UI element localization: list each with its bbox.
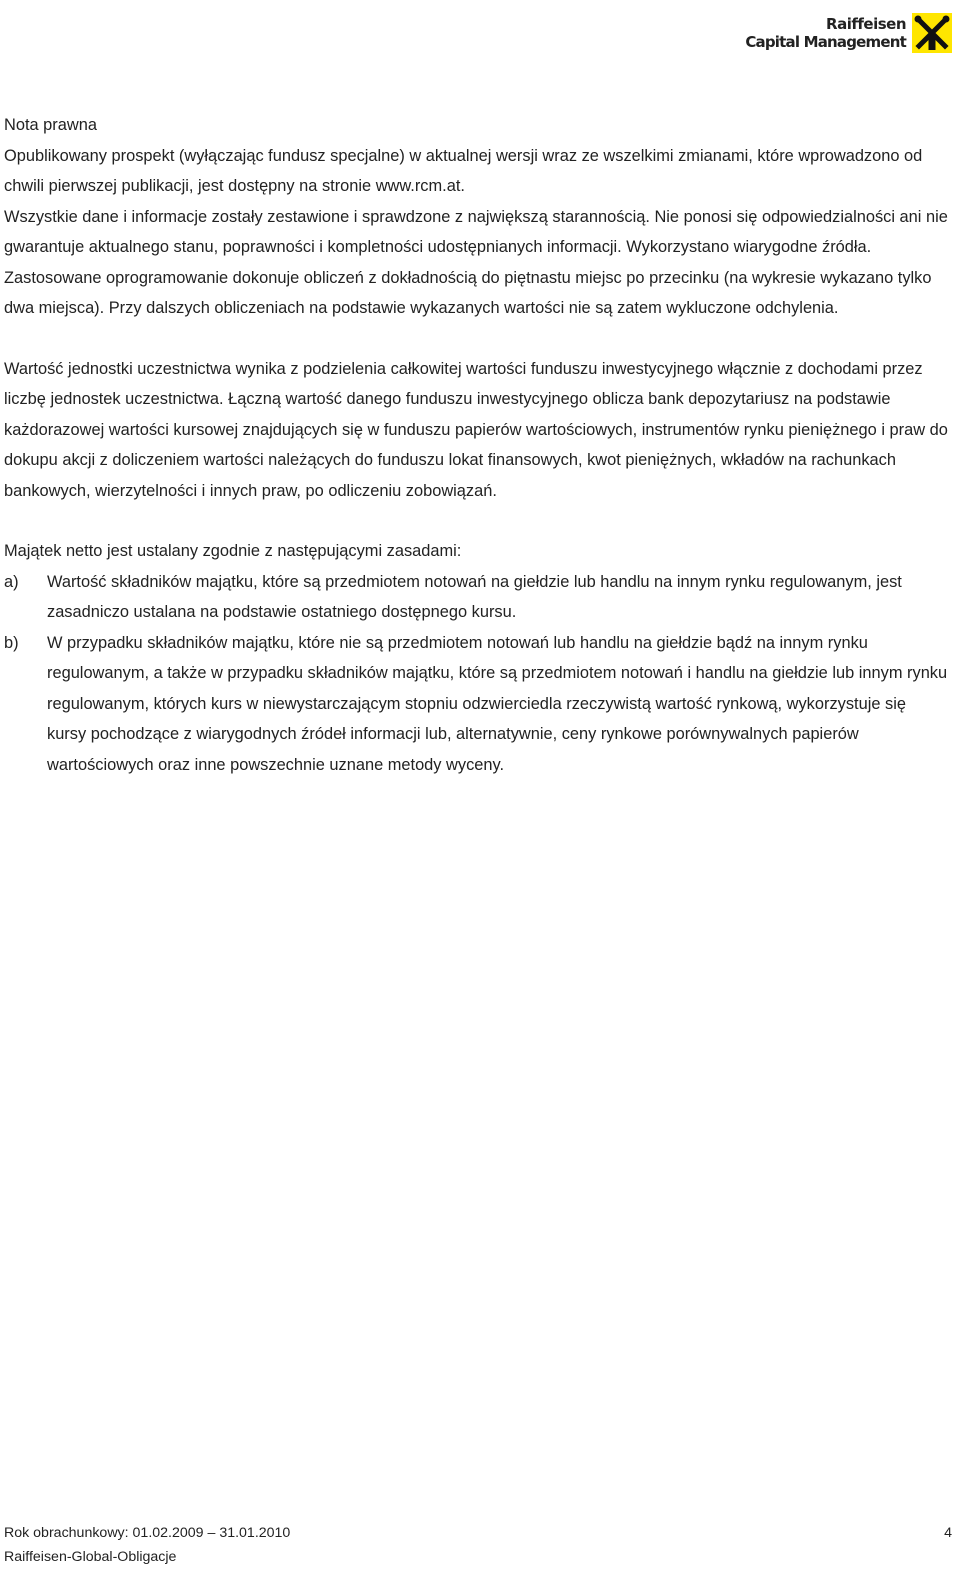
list-item bbox=[4, 567, 949, 628]
page-footer bbox=[4, 1521, 952, 1569]
paragraph-net-assets-intro: Majątek netto jest ustalany zgodnie z następującymi zasadami: bbox=[4, 542, 462, 560]
logo-line2: Capital Management bbox=[745, 33, 906, 51]
list-item-text: W przypadku składników majątku, które nie są przedmiotem notowań lub handlu na giełdzie bądź na innym rynku regulowanym, a także w przypadku składników majątku, które są przedmiotem notowań i handlu na giełdzie lub innym rynku regulowanym, których kurs w niewystarczającym stopniu odzwierciedla rzeczywistą wartość rynkową, wykorzystuje się kursy pochodzące z wiarygodnych źródeł informacji lub, alternatywnie, ceny rynkowe porównywalnych papierów wartościowych oraz inne powszechnie uznane metody wyceny. bbox=[47, 633, 948, 774]
list-item-letter: a) bbox=[4, 572, 19, 591]
logo-text bbox=[745, 15, 906, 51]
section-title: Nota prawna bbox=[4, 116, 97, 134]
paragraph-prospectus: Opublikowany prospekt (wyłączając fundusz specjalne) w aktualnej wersji wraz ze wszelkimi zmianami, które wprowadzono od chwili pierwszej publikacji, jest dostępny na stronie www.rcm.at. bbox=[4, 146, 923, 195]
paragraph-unit-value: Wartość jednostki uczestnictwa wynika z podzielenia całkowitej wartości funduszu inwestycyjnego włącznie z dochodami przez liczbę jednostek uczestnictwa. Łączną wartość danego funduszu inwestycyjnego oblicza bank depozytariusz na podstawie każdorazowej wartości kursowej znajdujących się w funduszu papierów wartościowych, instrumentów rynku pieniężnego i praw do dokupu akcji z doliczeniem wartości należących do funduszu lokat finansowych, kwot pieniężnych, wkładów na rachunkach bankowych, wierzytelności i innych praw, po odliczeniu zobowiązań. bbox=[4, 359, 948, 500]
list-item-text: Wartość składników majątku, które są przedmiotem notowań na giełdzie lub handlu na innym rynku regulowanym, jest zasadniczo ustalana na podstawie ostatniego dostępnego kursu. bbox=[47, 572, 902, 621]
spacer bbox=[4, 506, 949, 536]
list-item-letter: b) bbox=[4, 633, 19, 652]
legal-notice bbox=[4, 110, 949, 780]
company-logo bbox=[745, 13, 952, 53]
footer-fund-name: Raiffeisen-Global-Obligacje bbox=[4, 1549, 177, 1565]
footer-period: Rok obrachunkowy: 01.02.2009 – 31.01.2010 bbox=[4, 1525, 291, 1541]
raiffeisen-gable-icon bbox=[912, 13, 952, 53]
page-number: 4 bbox=[944, 1525, 952, 1541]
paragraph-disclaimer: Wszystkie dane i informacje zostały zestawione i sprawdzone z największą starannością. Nie ponosi się odpowiedzialności ani nie gwarantuje aktualnego stanu, poprawności i kompletności udostępnianych informacji. Wykorzystano wiarygodne źródła. Zastosowane oprogramowanie dokonuje obliczeń z dokładnością do piętnastu miejsc po przecinku (na wykresie wykazano tylko dwa miejsca). Przy dalszych obliczeniach na podstawie wykazanych wartości nie są zatem wykluczone odchylenia. bbox=[4, 207, 948, 317]
logo-line1: Raiffeisen bbox=[826, 15, 906, 33]
list-item bbox=[4, 628, 949, 781]
spacer bbox=[4, 324, 949, 354]
